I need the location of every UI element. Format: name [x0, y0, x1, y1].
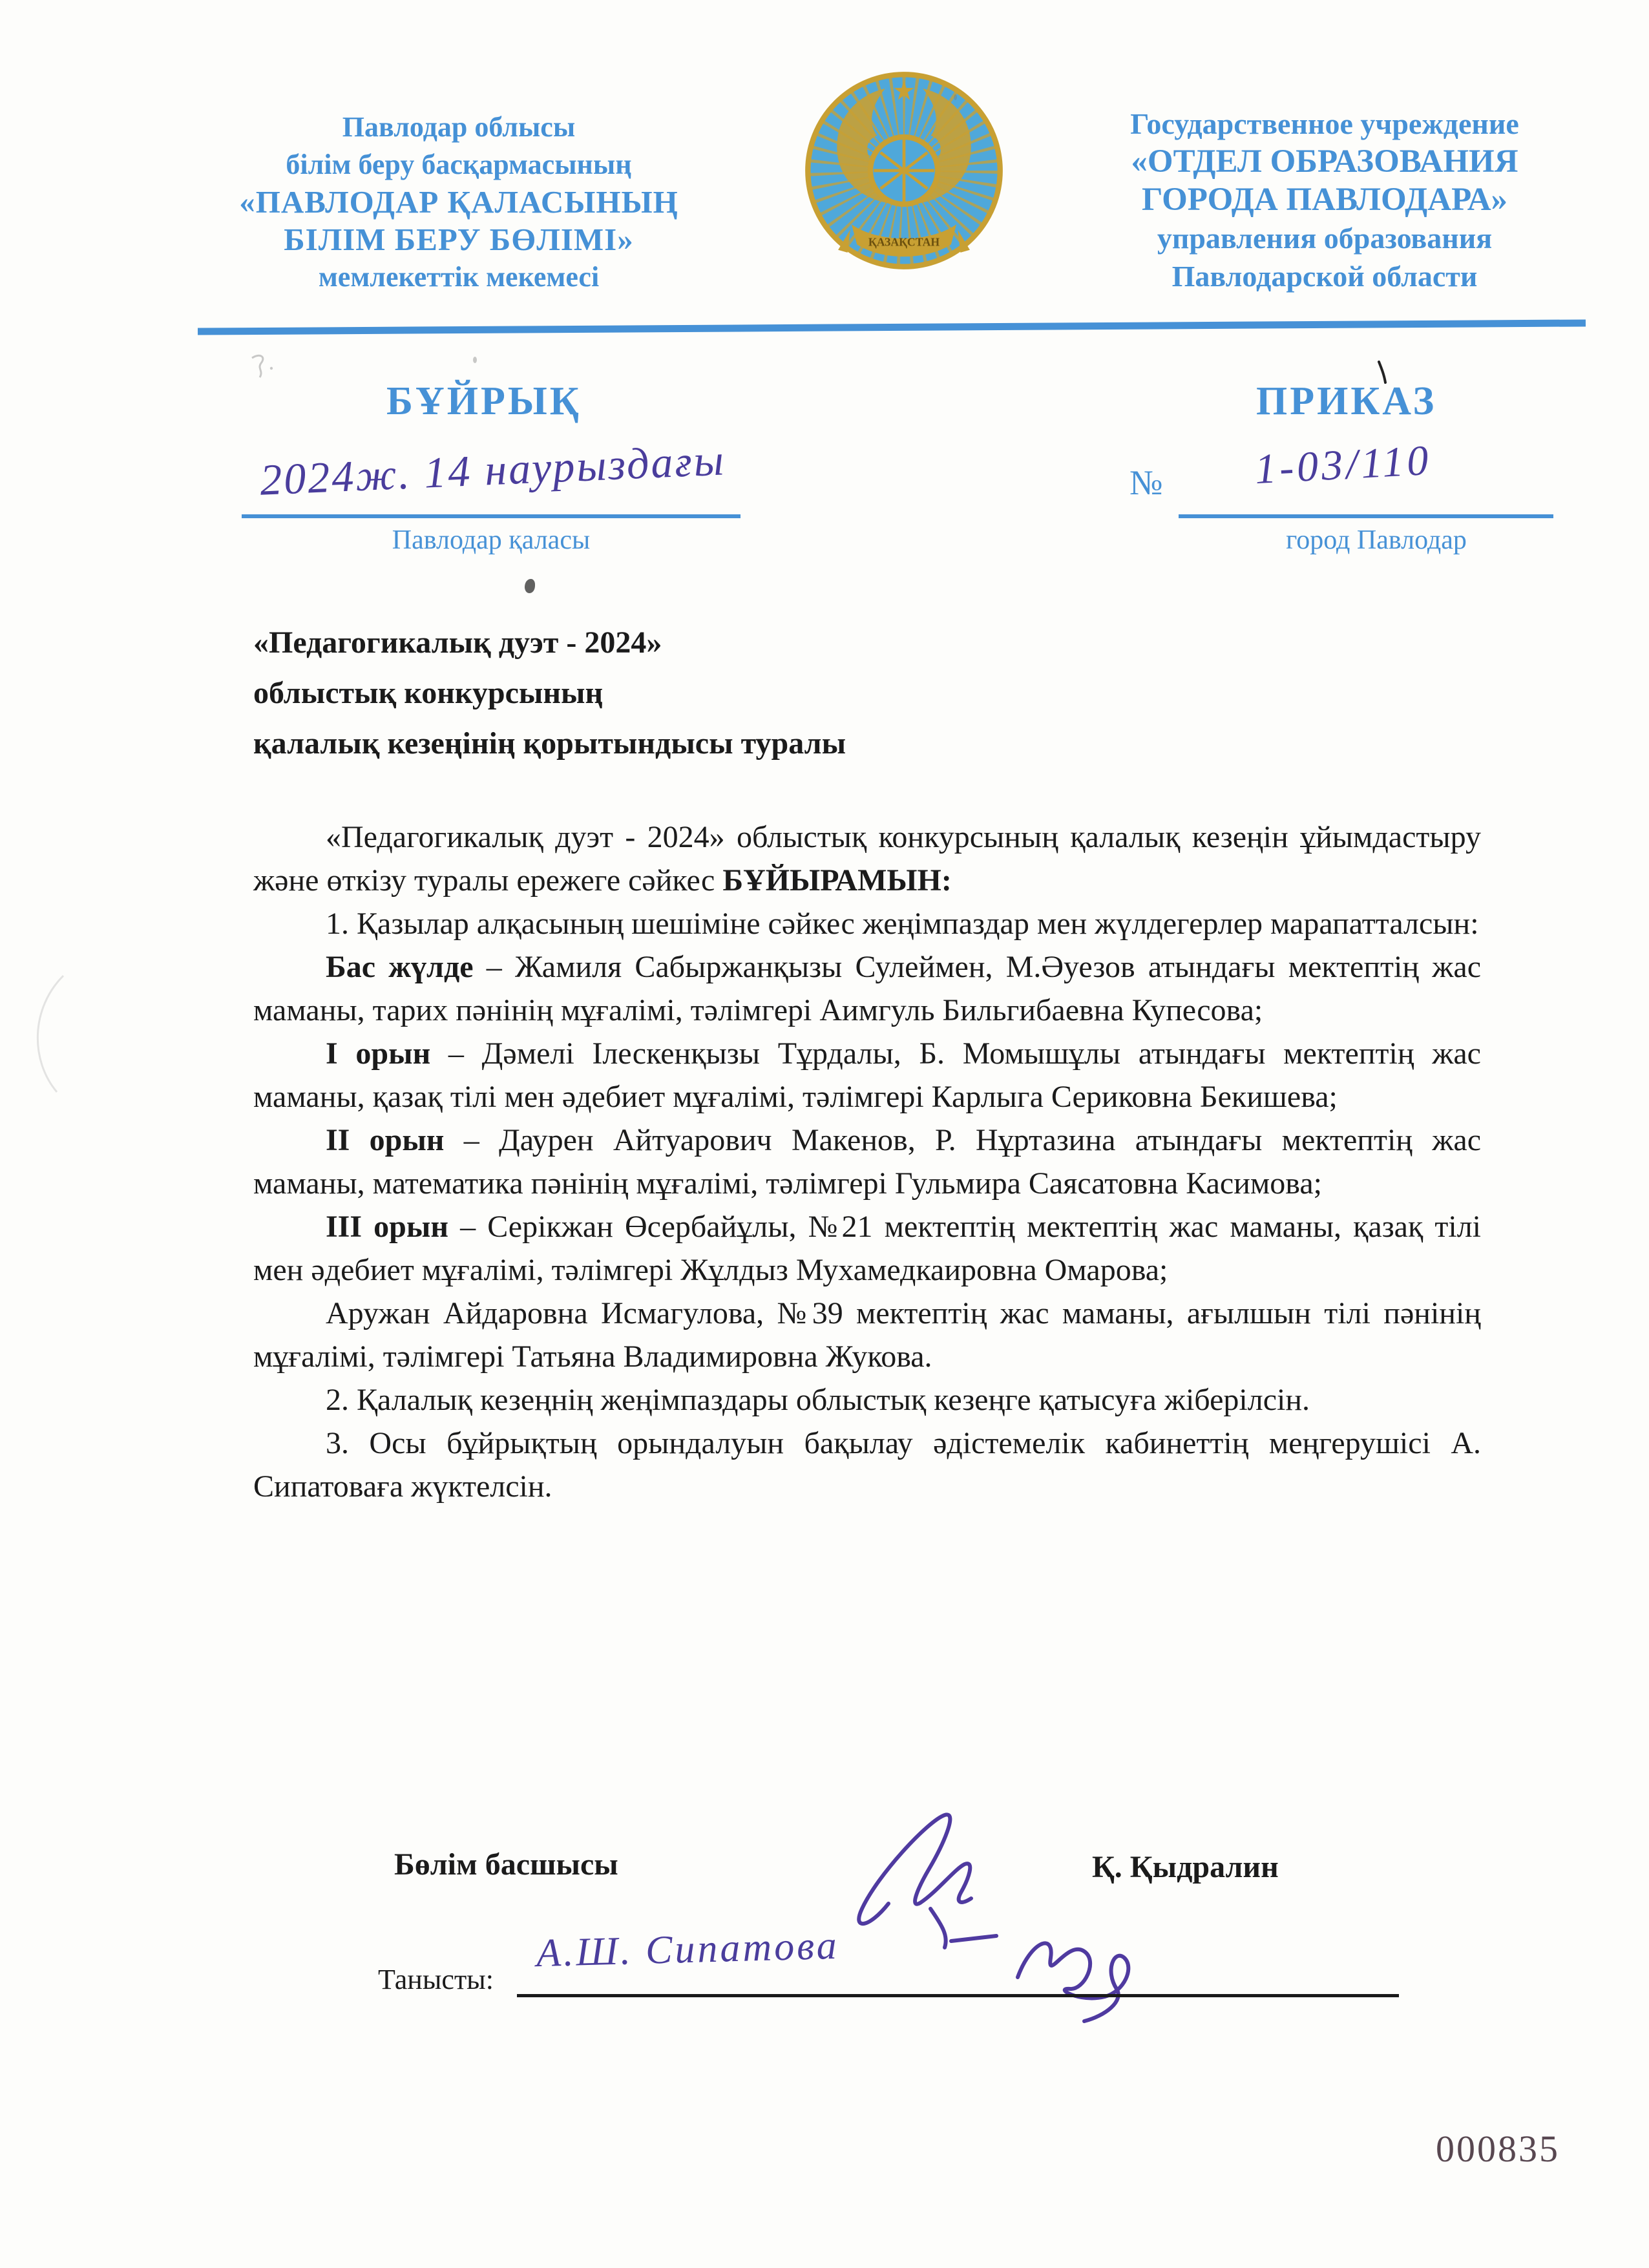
letterhead-kazakh — [194, 109, 724, 296]
letterhead-line: білім беру басқармасының — [286, 149, 632, 180]
body-paragraph: 2. Қалалық кезеңнің жеңімпаздары облыстық кезеңге қатысуға жіберілсін. — [326, 1383, 1310, 1417]
signatory-position: Бөлім басшысы — [394, 1847, 618, 1882]
scan-edge-curve-artifact — [18, 969, 70, 1098]
form-number: 000835 — [1436, 2128, 1560, 2170]
pencil-scribble-artifact — [240, 349, 286, 394]
order-paragraphs — [253, 815, 1481, 1508]
body-paragraph: «Педагогикалық дуэт - 2024» облыстық конкурсының қалалық кезеңін ұйымдастыру және өткізу туралы ережеге сәйкес БҰЙЫРАМЫН: — [253, 820, 1481, 898]
number-underline — [1179, 514, 1553, 518]
acquainted-signature-icon — [1008, 1906, 1176, 2029]
acquainted-handwritten-name: А.Ш. Сипатова — [536, 1923, 840, 1976]
acquainted-label: Танысты: — [378, 1964, 494, 1995]
place-kazakh: Павлодар қаласы — [392, 525, 591, 555]
subject-line: облыстық конкурсының — [253, 676, 604, 710]
ink-blot-artifact — [525, 579, 535, 593]
body-paragraph: Аружан Айдаровна Исмагулова, №39 мектептің жас маманы, ағылшын тілі пәнінің мұғалімі, тәлімгері Татьяна Владимировна Жукова. — [253, 1296, 1481, 1374]
body-paragraph: II орын – Даурен Айтуарович Макенов, Р. Нұртазина атындағы мектептің жас маманы, математика пәнінің мұғалімі, тәлімгері Гульмира Саясатовна Касимова; — [253, 1123, 1481, 1201]
stray-ink-tick-artifact — [1375, 359, 1389, 385]
letterhead-divider-line — [198, 319, 1586, 335]
order-title-russian: ПРИКАЗ — [1256, 379, 1437, 423]
scan-speck — [954, 94, 957, 100]
letterhead-line: Павлодар облысы — [342, 111, 576, 143]
body-paragraph: 3. Осы бұйрықтың орындалуын бақылау әдістемелік кабинеттің меңгерушісі А. Сипатоваға жүктелсін. — [253, 1426, 1481, 1504]
letterhead-russian — [1053, 105, 1596, 295]
order-subject — [253, 618, 1481, 769]
date-underline — [242, 514, 740, 518]
letterhead-line: БІЛІМ БЕРУ БӨЛІМІ» — [284, 222, 634, 257]
place-russian: город Павлодар — [1286, 525, 1467, 555]
body-paragraph: 1. Қазылар алқасының шешіміне сәйкес жеңімпаздар мен жүлдегерлер марапатталсын: — [326, 907, 1479, 941]
body-paragraph: I орын – Дәмелі Ілескенқызы Тұрдалы, Б. Момышұлы атындағы мектептің жас маманы, қазақ тілі мен әдебиет мұғалімі, тәлімгері Карлыга Сериковна Бекишева; — [253, 1036, 1481, 1114]
emblem-banner-text: ҚАЗАҚСТАН — [868, 235, 940, 249]
number-sign: № — [1129, 463, 1163, 502]
letterhead-line: ГОРОДА ПАВЛОДАРА» — [1141, 182, 1508, 218]
scan-speck — [473, 357, 477, 363]
letterhead-line: Государственное учреждение — [1130, 107, 1519, 140]
body-paragraph: Бас жүлде – Жамиля Сабыржанқызы Сулеймен, М.Әуезов атындағы мектептің жас маманы, тарих пәнінің мұғалімі, тәлімгері Аимгуль Бильгибаевна Купесова; — [253, 950, 1482, 1027]
letterhead-line: Павлодарской области — [1171, 260, 1478, 293]
kazakhstan-coat-of-arms-icon — [803, 70, 1005, 271]
body-paragraph: III орын – Серікжан Өсербайұлы, №21 мектептің мектептің жас маманы, қазақ тілі мен әдебиет мұғалімі, тәлімгері Жұлдыз Мухамедкаировна Омарова; — [253, 1210, 1482, 1287]
order-title-kazakh: БҰЙРЫҚ — [386, 379, 582, 423]
signatory-name: Қ. Қыдралин — [1092, 1850, 1279, 1884]
handwritten-order-number: 1-03/110 — [1254, 436, 1433, 494]
acquainted-underline — [517, 1994, 1399, 1997]
handwritten-date: 2024ж. 14 наурыздағы — [258, 435, 727, 505]
subject-line: қалалық кезеңінің қорытындысы туралы — [253, 726, 846, 761]
order-body — [253, 618, 1481, 1508]
letterhead-line: «ПАВЛОДАР ҚАЛАСЫНЫҢ — [239, 184, 678, 220]
subject-line: «Педагогикалық дуэт - 2024» — [253, 625, 662, 660]
letterhead-line: мемлекеттік мекемесі — [318, 261, 600, 293]
letterhead-line: управления образования — [1157, 222, 1493, 255]
letterhead-line: «ОТДЕЛ ОБРАЗОВАНИЯ — [1131, 143, 1518, 180]
director-signature-icon — [834, 1807, 1027, 1955]
